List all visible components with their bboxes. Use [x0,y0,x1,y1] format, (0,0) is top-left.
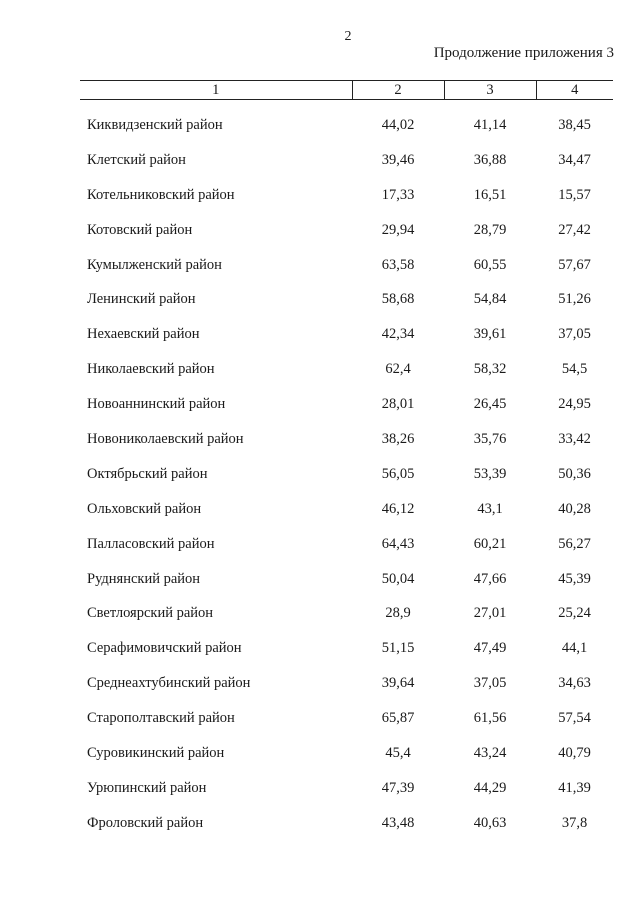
table-row [80,596,613,631]
value-cell-col4: 51,26 [558,291,591,308]
table-row [80,352,613,387]
value-cell-col3: 61,56 [473,710,507,727]
district-name-cell: Старополтавский район [87,710,235,727]
district-name-cell: Нехаевский район [87,326,200,343]
value-cell-col2: 58,68 [381,291,415,308]
value-cell-col2: 39,64 [381,675,415,692]
column-header-2: 2 [352,81,444,100]
district-name-cell: Кумылженский район [87,256,222,273]
header-row [80,81,613,100]
value-cell-col4: 37,8 [561,814,588,831]
value-cell-col4: 57,54 [558,710,591,727]
value-cell-col4: 54,5 [561,361,588,378]
district-name-cell: Руднянский район [87,570,201,587]
value-cell-col3: 37,05 [473,675,507,692]
value-cell-col4: 40,79 [558,744,591,761]
district-name-cell: Светлоярский район [87,605,214,622]
value-cell-col4: 41,39 [558,779,591,796]
value-cell-col3: 28,79 [473,221,507,238]
table-row [80,282,613,317]
value-cell-col2: 51,15 [381,640,415,657]
table-row [80,666,613,701]
table-row [80,213,613,248]
value-cell-col3: 26,45 [473,396,507,413]
column-header-1: 1 [80,81,352,100]
value-cell-col3: 16,51 [473,186,507,203]
table-row [80,527,613,562]
value-cell-col3: 36,88 [473,151,507,168]
value-cell-col2: 46,12 [381,500,415,517]
value-cell-col2: 39,46 [381,151,415,168]
value-cell-col2: 28,01 [381,396,415,413]
value-cell-col2: 50,04 [381,570,415,587]
district-name-cell: Котельниковский район [87,186,235,203]
value-cell-col4: 40,28 [558,500,591,517]
value-cell-col4: 57,67 [558,256,591,273]
value-cell-col2: 62,4 [385,361,411,378]
data-table [80,80,613,841]
district-name-cell: Новониколаевский район [87,430,244,447]
district-name-cell: Котовский район [87,221,193,238]
value-cell-col2: 47,39 [381,779,415,796]
district-name-cell: Октябрьский район [87,465,208,482]
value-cell-col3: 58,32 [473,361,507,378]
table-row [80,701,613,736]
value-cell-col3: 53,39 [473,465,507,482]
district-name-cell: Новоаннинский район [87,396,226,413]
district-name-cell: Серафимовичский район [87,640,242,657]
column-header-3: 3 [444,81,536,100]
value-cell-col2: 17,33 [381,186,415,203]
table-row [80,178,613,213]
district-name-cell: Николаевский район [87,361,215,378]
table-row [80,317,613,352]
value-cell-col2: 45,4 [385,744,411,761]
value-cell-col3: 39,61 [473,326,507,343]
value-cell-col4: 27,42 [558,221,591,238]
value-cell-col4: 34,63 [558,675,591,692]
value-cell-col4: 44,1 [561,640,588,657]
table-row [80,562,613,597]
value-cell-col2: 43,48 [381,814,415,831]
value-cell-col2: 29,94 [381,221,415,238]
column-header-4: 4 [536,81,613,100]
district-name-cell: Ольховский район [87,500,202,517]
value-cell-col3: 60,21 [473,535,507,552]
district-name-cell: Урюпинский район [87,779,207,796]
table-row [80,387,613,422]
table-row [80,422,613,457]
value-cell-col4: 15,57 [558,186,591,203]
value-cell-col3: 27,01 [473,605,507,622]
value-cell-col2: 42,34 [381,326,415,343]
value-cell-col3: 47,66 [473,570,507,587]
value-cell-col3: 60,55 [473,256,507,273]
table-row [80,631,613,666]
district-name-cell: Фроловский район [87,814,204,831]
value-cell-col3: 54,84 [473,291,507,308]
table-header [80,81,613,100]
value-cell-col2: 44,02 [381,116,415,133]
value-cell-col4: 45,39 [558,570,591,587]
table-body [80,100,613,841]
value-cell-col2: 63,58 [381,256,415,273]
value-cell-col2: 64,43 [381,535,415,552]
district-name-cell: Суровикинский район [87,744,225,761]
value-cell-col4: 25,24 [558,605,591,622]
table-row [80,100,613,143]
value-cell-col3: 41,14 [473,116,507,133]
value-cell-col3: 43,24 [473,744,507,761]
value-cell-col2: 28,9 [385,605,411,622]
value-cell-col3: 44,29 [473,779,507,796]
district-name-cell: Палласовский район [87,535,215,552]
value-cell-col2: 56,05 [381,465,415,482]
district-name-cell: Среднеахтубинский район [87,675,251,692]
value-cell-col4: 37,05 [558,326,591,343]
value-cell-col3: 40,63 [473,814,507,831]
district-name-cell: Клетский район [87,151,186,168]
value-cell-col4: 34,47 [558,151,591,168]
district-name-cell: Ленинский район [87,291,196,308]
table-row [80,771,613,806]
value-cell-col3: 47,49 [473,640,507,657]
value-cell-col4: 38,45 [558,116,591,133]
value-cell-col4: 24,95 [558,396,591,413]
value-cell-col4: 56,27 [558,535,591,552]
table-row [80,143,613,178]
table-row [80,736,613,771]
table-row [80,492,613,527]
value-cell-col4: 33,42 [558,430,591,447]
value-cell-col2: 38,26 [381,430,415,447]
table-row [80,248,613,283]
value-cell-col2: 65,87 [381,710,415,727]
continuation-label: Продолжение приложения 3 [433,45,614,61]
value-cell-col3: 35,76 [473,430,507,447]
page-number: 2 [344,29,352,44]
table-row [80,457,613,492]
district-name-cell: Киквидзенский район [87,116,223,133]
value-cell-col3: 43,1 [477,500,503,517]
table-row [80,806,613,841]
value-cell-col4: 50,36 [558,465,591,482]
